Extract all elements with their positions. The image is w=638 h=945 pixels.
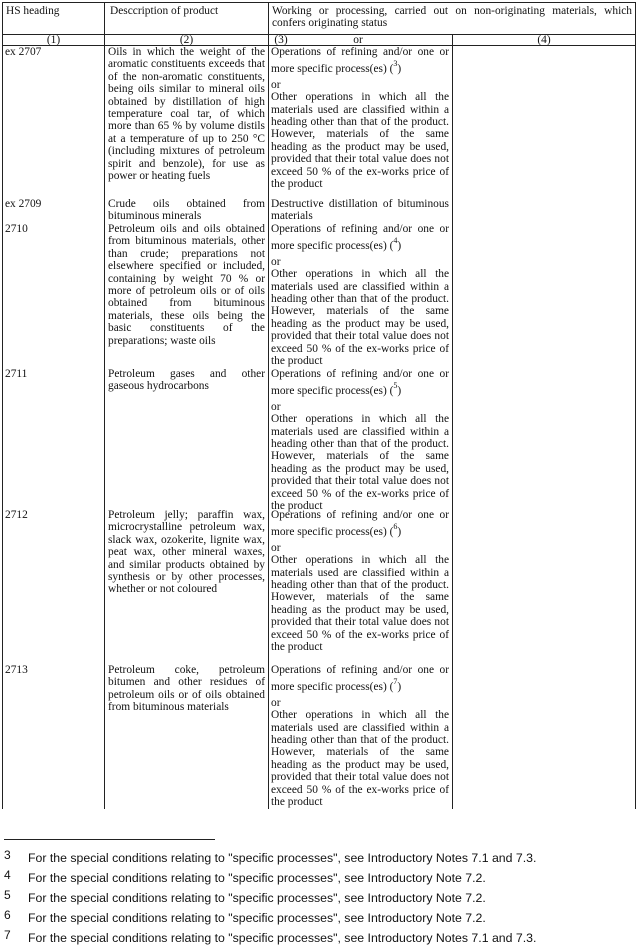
- footnote-text: For the special conditions relating to "specific processes", see Introductory Note 7.2.: [28, 871, 486, 885]
- footnote-reference[interactable]: 3: [393, 59, 398, 69]
- hs-heading-cell: 2713: [5, 664, 28, 676]
- description-cell: Crude oils obtained from bituminous minerals: [108, 198, 265, 223]
- working-processing-cell: [271, 46, 449, 190]
- footnote-text: For the special conditions relating to "specific processes", see Introductory Notes 7.1 and 7.3.: [28, 931, 537, 945]
- alternative-operation-text: Other operations in which all the materials used are classified within a heading other than that of the product. However, materials of the same heading as the product may be used, provided that their total value does not exceed 50 % of the ex-works price of the product: [271, 709, 449, 809]
- hs-heading-cell: 2712: [5, 509, 28, 521]
- hs-heading-cell: ex 2709: [5, 198, 42, 210]
- hs-heading-cell: 2711: [5, 368, 28, 380]
- description-cell: Petroleum oils and oils obtained from bituminous materials, other than crude; preparations not elsewhere specified or included, containing by weight 70 % or more of petroleum oils or of oils obtained from bituminous materials, these oils being the basic constituents of the preparations; waste oils: [108, 223, 265, 347]
- or-separator: or: [271, 400, 281, 413]
- footnote-number: 3: [4, 848, 11, 862]
- or-separator: or: [271, 696, 281, 709]
- working-processing-cell: [271, 198, 449, 223]
- column-or: or: [353, 34, 363, 46]
- column-number-1: (1): [46, 34, 61, 46]
- footnote-number: 5: [4, 888, 11, 902]
- working-processing-cell: [271, 223, 449, 367]
- operation-text: Operations of refining and/or one or more specific process(es) (: [271, 46, 449, 76]
- paren-close: ): [397, 681, 402, 694]
- alternative-operation-text: Other operations in which all the materials used are classified within a heading other than that of the product. However, materials of the same heading as the product may be used, provided that their total value does not exceed 50 % of the ex-works price of the product: [271, 268, 449, 368]
- header-hs-heading: HS heading: [6, 5, 60, 17]
- footnote-number: 4: [4, 868, 11, 882]
- footnote-text: For the special conditions relating to "specific processes", see Introductory Note 7.2.: [28, 911, 486, 925]
- column-divider: [452, 34, 453, 809]
- description-cell: Oils in which the weight of the aromatic constituents exceeds that of the non-aromatic constituents, being oils similar to mineral oils obtained by distillation of high temperature coal tar, of which more than 65 % by volume distils at a temperature of up to 250 °C (including mixtures of petroleum spirit and benzole), for use as power or heating fuels: [108, 46, 265, 183]
- footnote-reference[interactable]: 6: [393, 522, 398, 532]
- footnote: [4, 848, 536, 865]
- header-working-processing: Working or processing, carried out on non-originating materials, which confers originating status: [272, 5, 632, 30]
- column-number-4: (4): [537, 34, 551, 46]
- footnote: [4, 928, 536, 945]
- hs-heading-cell: 2710: [5, 223, 28, 235]
- or-separator: or: [271, 541, 281, 554]
- paren-close: ): [397, 385, 402, 398]
- footnote-reference[interactable]: 5: [393, 381, 398, 391]
- or-separator: or: [271, 255, 281, 268]
- operation-text: Operations of refining and/or one or more specific process(es) (: [271, 368, 449, 398]
- footnote-number: 6: [4, 908, 11, 922]
- paren-close: ): [397, 526, 402, 539]
- description-cell: Petroleum gases and other gaseous hydrocarbons: [108, 368, 265, 393]
- operation-text: Operations of refining and/or one or more specific process(es) (: [271, 223, 449, 253]
- footnote-separator: [4, 839, 215, 840]
- footnote: [4, 868, 486, 885]
- operation-text: Operations of refining and/or one or more specific process(es) (: [271, 509, 449, 539]
- alternative-operation-text: Other operations in which all the materials used are classified within a heading other than that of the product. However, materials of the same heading as the product may be used, provided that their total value does not exceed 50 % of the ex-works price of the product: [271, 554, 449, 654]
- working-processing-cell: [271, 664, 449, 808]
- working-processing-cell: [271, 368, 449, 512]
- footnote-text: For the special conditions relating to "specific processes", see Introductory Notes 7.1 and 7.3.: [28, 851, 537, 865]
- description-cell: Petroleum jelly; paraffin wax, microcrystalline petroleum wax, slack wax, ozokerite, lignite wax, peat wax, other mineral waxes, and similar products obtained by synthesis or by other processes, whether or not coloured: [108, 509, 265, 596]
- column-divider: [104, 3, 105, 809]
- operation-text: Destructive distillation of bituminous materials: [271, 198, 449, 223]
- footnote: [4, 908, 486, 925]
- column-number-2: (2): [179, 34, 194, 46]
- description-cell: Petroleum coke, petroleum bitumen and other residues of petroleum oils or of oils obtained from bituminous materials: [108, 664, 265, 714]
- paren-close: ): [397, 240, 402, 253]
- footnote-number: 7: [4, 928, 11, 942]
- alternative-operation-text: Other operations in which all the materials used are classified within a heading other than that of the product. However, materials of the same heading as the product may be used, provided that their total value does not exceed 50 % of the ex-works price of the product: [271, 91, 449, 191]
- paren-close: ): [397, 63, 402, 76]
- or-separator: or: [271, 78, 281, 91]
- footnote-reference[interactable]: 4: [393, 236, 398, 246]
- footnote-reference[interactable]: 7: [393, 677, 398, 687]
- footnote: [4, 888, 486, 905]
- hs-heading-cell: ex 2707: [5, 46, 42, 58]
- header-description: Desccription of product: [110, 5, 219, 17]
- working-processing-cell: [271, 509, 449, 653]
- column-number-3: (3): [274, 34, 288, 46]
- footnote-text: For the special conditions relating to "specific processes", see Introductory Note 7.2.: [28, 891, 486, 905]
- alternative-operation-text: Other operations in which all the materials used are classified within a heading other than that of the product. However, materials of the same heading as the product may be used, provided that their total value does not exceed 50 % of the ex-works price of the product: [271, 413, 449, 513]
- column-divider: [268, 3, 269, 809]
- operation-text: Operations of refining and/or one or more specific process(es) (: [271, 664, 449, 694]
